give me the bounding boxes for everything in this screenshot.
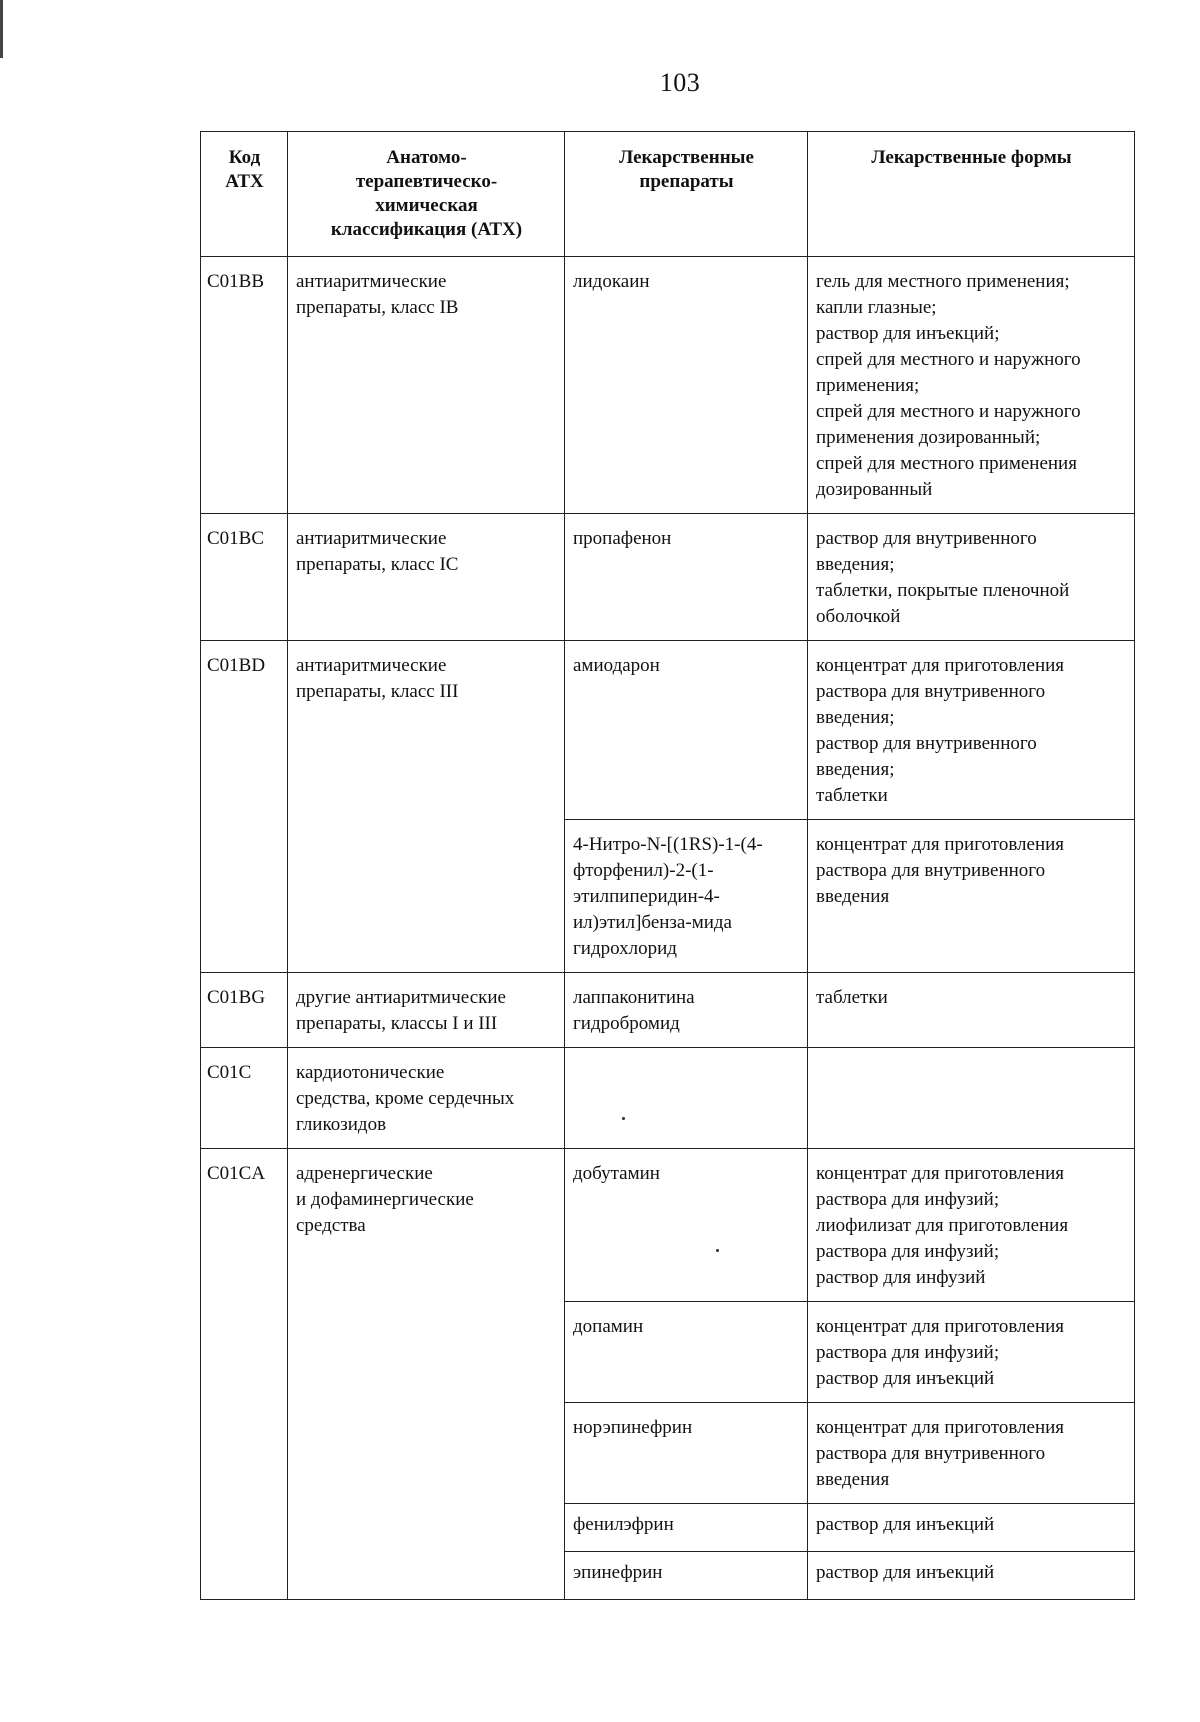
drug-cell: [565, 1552, 808, 1600]
table-row: [201, 257, 1135, 514]
cell-line: амиодарон: [573, 655, 660, 676]
drug-cell: [565, 1504, 808, 1552]
cell-line: гликозидов: [296, 1114, 387, 1135]
cell-line: раствора для инфузий;: [816, 1342, 1000, 1363]
cell-line: введения: [816, 886, 890, 907]
cell-line: спрей для местного и наружного: [816, 349, 1081, 370]
header-line: классификация (АТХ): [330, 219, 523, 240]
header-line: препараты: [639, 171, 734, 192]
table-row: [201, 641, 1135, 820]
cell-line: препараты, класс III: [296, 681, 459, 702]
header-line: Анатомо-: [386, 147, 467, 168]
cell-line: раствор для внутривенного: [816, 733, 1037, 754]
cell-line: концентрат для приготовления: [816, 655, 1065, 676]
classification-cell: [288, 973, 565, 1048]
dosage-forms-cell: [808, 1403, 1135, 1504]
cell-line: раствор для инъекций: [816, 1562, 995, 1583]
scan-speck: [716, 1249, 719, 1252]
header-drugs: [565, 132, 808, 257]
header-line: АТХ: [225, 171, 264, 192]
cell-line: пропафенон: [573, 528, 672, 549]
atc-code-cell: C01C: [201, 1048, 288, 1149]
cell-line: средства, кроме сердечных: [296, 1088, 515, 1109]
cell-line: антиаритмические: [296, 528, 447, 549]
cell-line: раствор для инъекций: [816, 1514, 995, 1535]
classification-cell: [288, 514, 565, 641]
cell-line: препараты, класс IB: [296, 297, 459, 318]
cell-line: другие антиаритмические: [296, 987, 506, 1008]
cell-line: спрей для местного применения: [816, 453, 1077, 474]
cell-line: таблетки: [816, 987, 888, 1008]
dosage-forms-cell: [808, 1504, 1135, 1552]
scan-speck: [622, 1117, 625, 1120]
atc-code-cell: C01BG: [201, 973, 288, 1048]
drug-cell: [565, 973, 808, 1048]
table-row: [201, 973, 1135, 1048]
header-line: Лекарственные формы: [871, 147, 1072, 168]
cell-line: гель для местного применения;: [816, 271, 1070, 292]
header-atc-code: [201, 132, 288, 257]
classification-cell: [288, 257, 565, 514]
dosage-forms-cell: [808, 1302, 1135, 1403]
cell-line: концентрат для приготовления: [816, 1163, 1065, 1184]
cell-line: применения;: [816, 375, 920, 396]
drug-cell: [565, 1149, 808, 1302]
cell-line: лиофилизат для приготовления: [816, 1215, 1069, 1236]
cell-line: лаппаконитина: [573, 987, 695, 1008]
atc-table-container: [200, 131, 1135, 1600]
cell-line: концентрат для приготовления: [816, 1417, 1065, 1438]
cell-line: антиаритмические: [296, 271, 447, 292]
cell-line: оболочкой: [816, 606, 901, 627]
cell-line: и дофаминергические: [296, 1189, 474, 1210]
cell-line: кардиотонические: [296, 1062, 445, 1083]
dosage-forms-cell: [808, 1048, 1135, 1149]
header-line: терапевтическо-: [355, 171, 498, 192]
drug-cell: [565, 641, 808, 820]
page-number: 103: [659, 68, 701, 97]
dosage-forms-cell: [808, 973, 1135, 1048]
classification-cell: [288, 641, 565, 973]
atc-code-cell: C01CA: [201, 1149, 288, 1600]
cell-line: добутамин: [573, 1163, 660, 1184]
drug-cell: [565, 257, 808, 514]
cell-line: введения: [816, 1469, 890, 1490]
cell-line: норэпинефрин: [573, 1417, 693, 1438]
cell-line: препараты, классы I и III: [296, 1013, 498, 1034]
header-line: Лекарственные: [619, 147, 754, 168]
cell-line: применения дозированный;: [816, 427, 1041, 448]
cell-line: фенилэфрин: [573, 1514, 674, 1535]
header-line: Код: [228, 147, 261, 168]
cell-line: введения;: [816, 707, 895, 728]
atc-drug-table: [200, 131, 1135, 1600]
cell-line: раствор для инфузий: [816, 1267, 986, 1288]
cell-line: концентрат для приготовления: [816, 1316, 1065, 1337]
cell-line: фторфенил)-2-(1-: [573, 860, 714, 881]
cell-line: капли глазные;: [816, 297, 937, 318]
table-row: [201, 1048, 1135, 1149]
drug-cell: [565, 820, 808, 973]
cell-line: ил)этил]бенза-мида: [573, 912, 732, 933]
dosage-forms-cell: [808, 820, 1135, 973]
dosage-forms-cell: [808, 641, 1135, 820]
classification-cell: [288, 1149, 565, 1600]
cell-line: препараты, класс IC: [296, 554, 459, 575]
cell-line: раствора для внутривенного: [816, 860, 1046, 881]
cell-line: средства: [296, 1215, 366, 1236]
cell-line: гидрохлорид: [573, 938, 677, 959]
header-classification: [288, 132, 565, 257]
cell-line: гидробромид: [573, 1013, 680, 1034]
scan-edge-mark: [0, 0, 3, 58]
cell-line: лидокаин: [573, 271, 650, 292]
cell-line: антиаритмические: [296, 655, 447, 676]
table-row: [201, 514, 1135, 641]
cell-line: раствор для инъекций;: [816, 323, 1000, 344]
cell-line: этилпиперидин-4-: [573, 886, 720, 907]
cell-line: введения;: [816, 554, 895, 575]
atc-code-cell: C01BC: [201, 514, 288, 641]
table-row: [201, 1149, 1135, 1302]
cell-line: концентрат для приготовления: [816, 834, 1065, 855]
table-header-row: [201, 132, 1135, 257]
atc-code-cell: C01BD: [201, 641, 288, 973]
cell-line: раствора для внутривенного: [816, 681, 1046, 702]
cell-line: дозированный: [816, 479, 933, 500]
header-line: химическая: [375, 195, 478, 216]
dosage-forms-cell: [808, 1149, 1135, 1302]
drug-cell: [565, 1403, 808, 1504]
cell-line: раствора для инфузий;: [816, 1241, 1000, 1262]
cell-line: раствора для инфузий;: [816, 1189, 1000, 1210]
cell-line: спрей для местного и наружного: [816, 401, 1081, 422]
dosage-forms-cell: [808, 514, 1135, 641]
classification-cell: [288, 1048, 565, 1149]
drug-cell: [565, 1048, 808, 1149]
cell-line: раствор для инъекций: [816, 1368, 995, 1389]
drug-cell: [565, 1302, 808, 1403]
atc-code-cell: C01BB: [201, 257, 288, 514]
header-dosage-forms: [808, 132, 1135, 257]
drug-cell: [565, 514, 808, 641]
cell-line: таблетки, покрытые пленочной: [816, 580, 1070, 601]
cell-line: допамин: [573, 1316, 644, 1337]
cell-line: раствор для внутривенного: [816, 528, 1037, 549]
cell-line: адренергические: [296, 1163, 433, 1184]
dosage-forms-cell: [808, 257, 1135, 514]
cell-line: эпинефрин: [573, 1562, 663, 1583]
cell-line: 4-Нитро-N-[(1RS)-1-(4-: [573, 834, 763, 855]
cell-line: введения;: [816, 759, 895, 780]
dosage-forms-cell: [808, 1552, 1135, 1600]
cell-line: таблетки: [816, 785, 888, 806]
cell-line: раствора для внутривенного: [816, 1443, 1046, 1464]
